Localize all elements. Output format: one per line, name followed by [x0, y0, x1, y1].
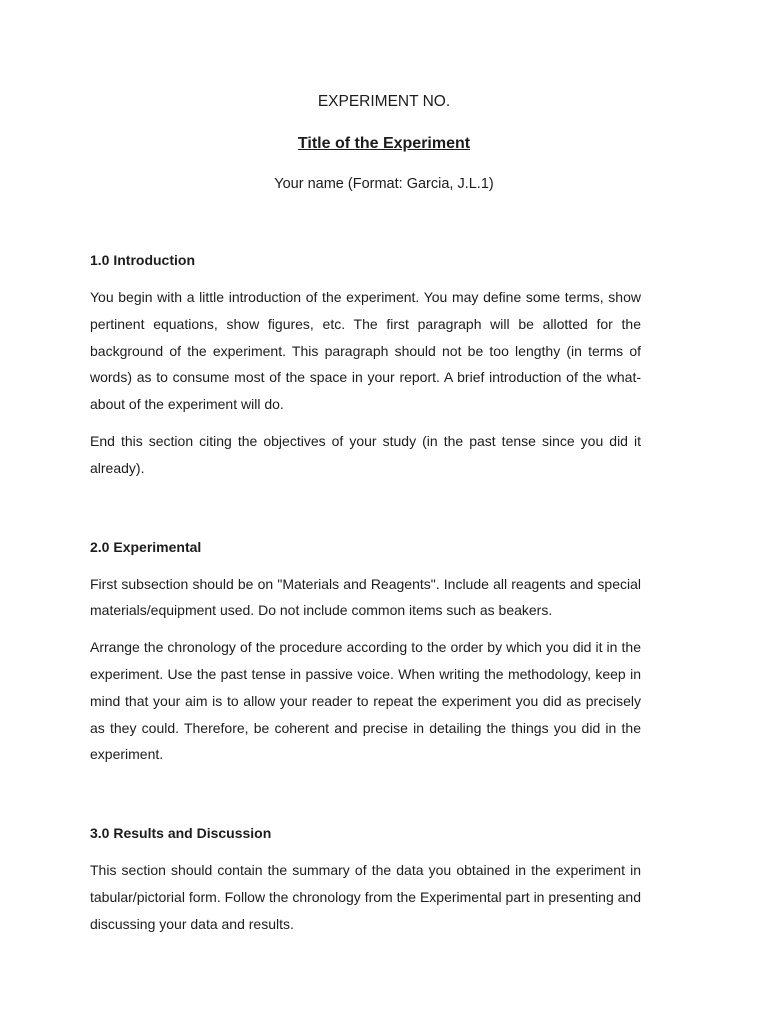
experiment-title: Title of the Experiment [297, 135, 471, 152]
paragraph: You begin with a little introduction of the experiment. You may define some terms, show pertinent equations, show figures, etc. The first paragraph will be allotted for the background of the experiment. This paragraph should not be too lengthy (in terms of words) as to consume most of the space in your report. A brief introduction of the what-about of the experiment will do. [90, 289, 641, 413]
document-body [90, 250, 641, 938]
experiment-number: EXPERIMENT NO. [317, 93, 451, 110]
section-heading: 3.0 Results and Discussion [90, 825, 272, 842]
section-heading: 1.0 Introduction [90, 252, 195, 268]
paragraph: First subsection should be on "Materials and Reagents". Include all reagents and special materials/equipment used. Do not include common items such as beakers. [90, 575, 641, 619]
author-line: Your name (Format: Garcia, J.L.1) [274, 176, 494, 192]
paragraph: End this section citing the objectives of your study (in the past tense since you did it already). [90, 432, 641, 476]
section-experimental [90, 537, 641, 769]
section-results-discussion [90, 823, 641, 937]
section-heading: 2.0 Experimental [90, 538, 202, 555]
paragraph: Arrange the chronology of the procedure according to the order by which you did it in the experiment. Use the past tense in passive voice. When writing the methodology, keep in mind that your aim is to allow your reader to repeat the experiment you did as precisely as they could. Therefore, be coherent and precise in detailing the things you did in the experiment. [90, 639, 641, 763]
paragraph: This section should contain the summary of the data you obtained in the experiment in tabular/pictorial form. Follow the chronology from the Experimental part in presenting and discussing your data and results. [90, 862, 641, 932]
section-introduction [90, 250, 641, 482]
